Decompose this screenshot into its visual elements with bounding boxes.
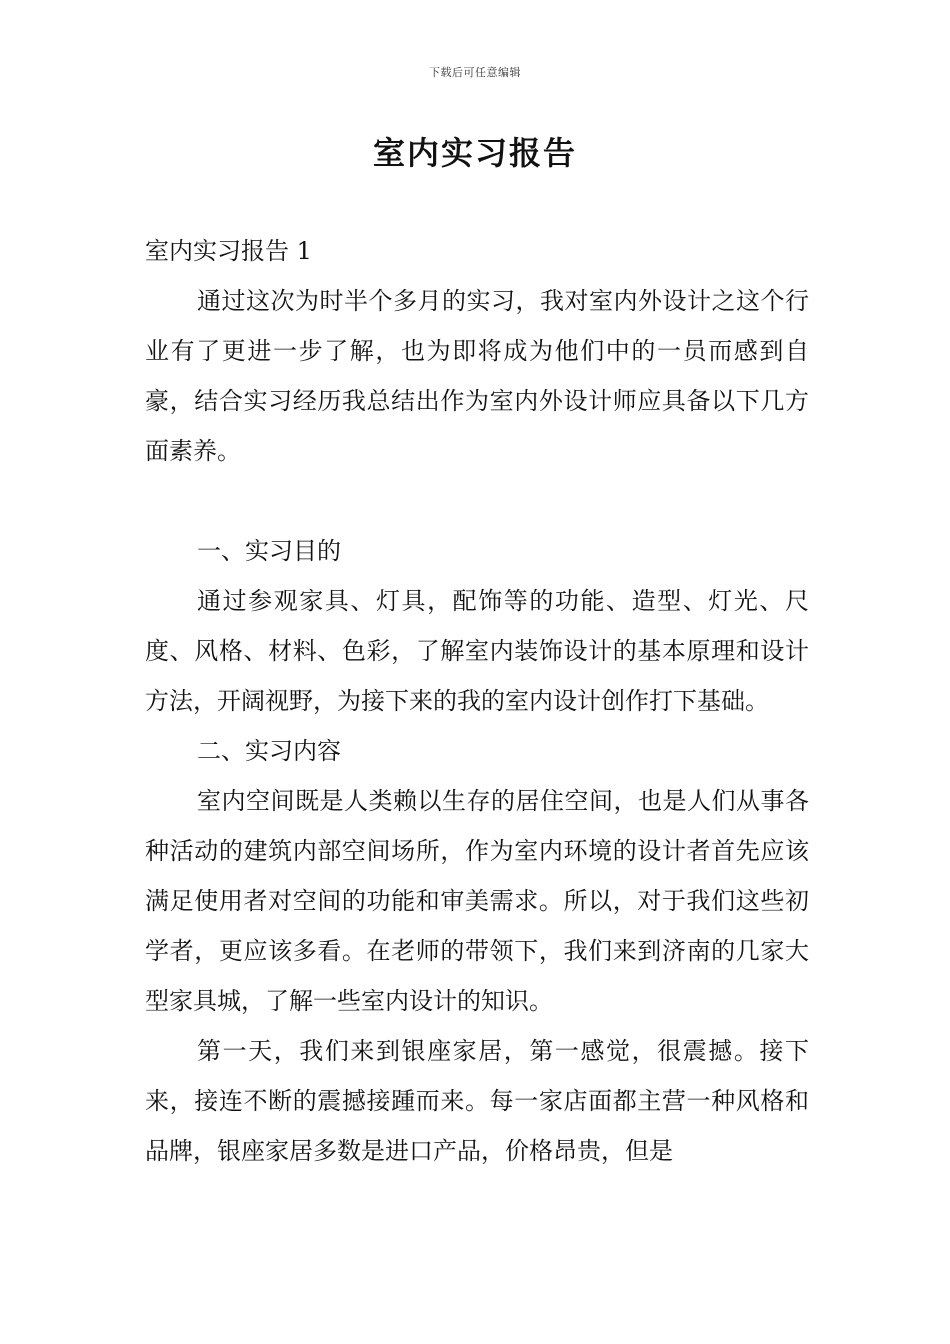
section-heading-purpose: 一、实习目的 <box>197 537 341 565</box>
content-paragraph-2: 第一天，我们来到银座家居，第一感觉，很震撼。接下来，接连不断的震撼接踵而来。每一家店面都主营一种风格和品牌，银座家居多数是进口产品，价格昂贵，但是 <box>145 1037 809 1165</box>
paragraph-spacer <box>145 476 809 526</box>
intro-paragraph: 通过这次为时半个多月的实习，我对室内外设计之这个行业有了更进一步了解，也为即将成为他们中的一员而感到自豪，结合实习经历我总结出作为室内外设计师应具备以下几方面素养。 <box>145 287 809 465</box>
purpose-paragraph: 通过参观家具、灯具，配饰等的功能、造型、灯光、尺度、风格、材料、色彩，了解室内装饰设计的基本原理和设计方法，开阔视野，为接下来的我的室内设计创作打下基础。 <box>145 587 809 715</box>
document-body <box>145 226 809 1176</box>
report-subheading: 室内实习报告 1 <box>145 237 312 265</box>
section-heading-content: 二、实习内容 <box>197 737 341 765</box>
document-title: 室内实习报告 <box>372 134 577 172</box>
content-paragraph-1: 室内空间既是人类赖以生存的居住空间，也是人们从事各种活动的建筑内部空间场所，作为室内环境的设计者首先应该满足使用者对空间的功能和审美需求。所以，对于我们这些初学者，更应该多看。在老师的带领下，我们来到济南的几家大型家具城，了解一些室内设计的知识。 <box>145 787 809 1015</box>
header-note: 下载后可任意编辑 <box>429 66 521 79</box>
